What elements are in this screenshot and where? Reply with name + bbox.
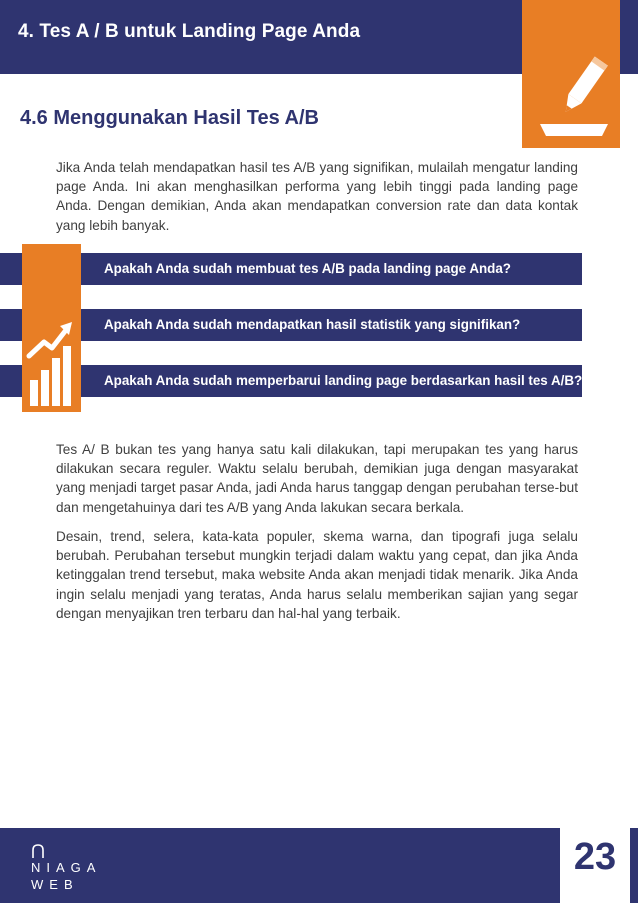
question-bar <box>0 309 582 341</box>
question-bar <box>0 253 582 285</box>
header-icon-tab <box>522 0 620 148</box>
body-paragraph: Tes A/ B bukan tes yang hanya satu kali dilakukan, tapi merupakan tes yang harus dilakukan secara reguler. Waktu selalu berubah, demikian juga dengan masyarakat yang menjadi target pasar Anda, jadi Anda harus tanggap dengan perubahan terse-but dan mengetahuinya dari tes A/B yang Anda lakukan secara berkala. <box>56 442 578 515</box>
question-text: Apakah Anda sudah mendapatkan hasil statistik yang signifikan? <box>104 317 521 332</box>
page-number-box <box>560 828 630 903</box>
section-title: 4.6 Menggunakan Hasil Tes A/B <box>20 107 319 129</box>
question-text: Apakah Anda sudah memperbarui landing page berdasarkan hasil tes A/B? <box>104 373 583 388</box>
question-text: Apakah Anda sudah membuat tes A/B pada landing page Anda? <box>104 261 511 276</box>
question-bar <box>0 365 582 397</box>
niagaweb-logo-icon <box>30 843 46 859</box>
body-paragraph: Desain, trend, selera, kata-kata populer, skema warna, dan tipografi juga selalu berubah. Perubahan tersebut mungkin terjadi dalam waktu yang cepat, dan jika Anda ketinggalan trend tersebut, maka website Anda akan menjadi tidak menarik. Jika Anda ingin selalu menjadi yang teratas, Anda harus selalu memberikan sajian yang segar dengan menyajikan tren terbaru dan hal-hal yang terbaik. <box>56 529 578 621</box>
chart-icon-panel <box>22 244 81 412</box>
logo-text-niaga: NIAGA <box>31 860 102 875</box>
pencil-writing-icon <box>522 0 620 148</box>
logo-text-web: WEB <box>31 877 79 892</box>
page-number: 23 <box>573 836 617 878</box>
intro-paragraph: Jika Anda telah mendapatkan hasil tes A/B yang signifikan, mulailah mengatur landing page Anda. Ini akan menghasilkan performa yang lebih tinggi pada landing page Anda. Dengan demikian, Anda akan mendapatkan conversion rate dan data kontak yang lebih banyak. <box>56 160 578 233</box>
chapter-title: 4. Tes A / B untuk Landing Page Anda <box>18 21 361 42</box>
growth-bar-chart-icon <box>22 244 81 412</box>
